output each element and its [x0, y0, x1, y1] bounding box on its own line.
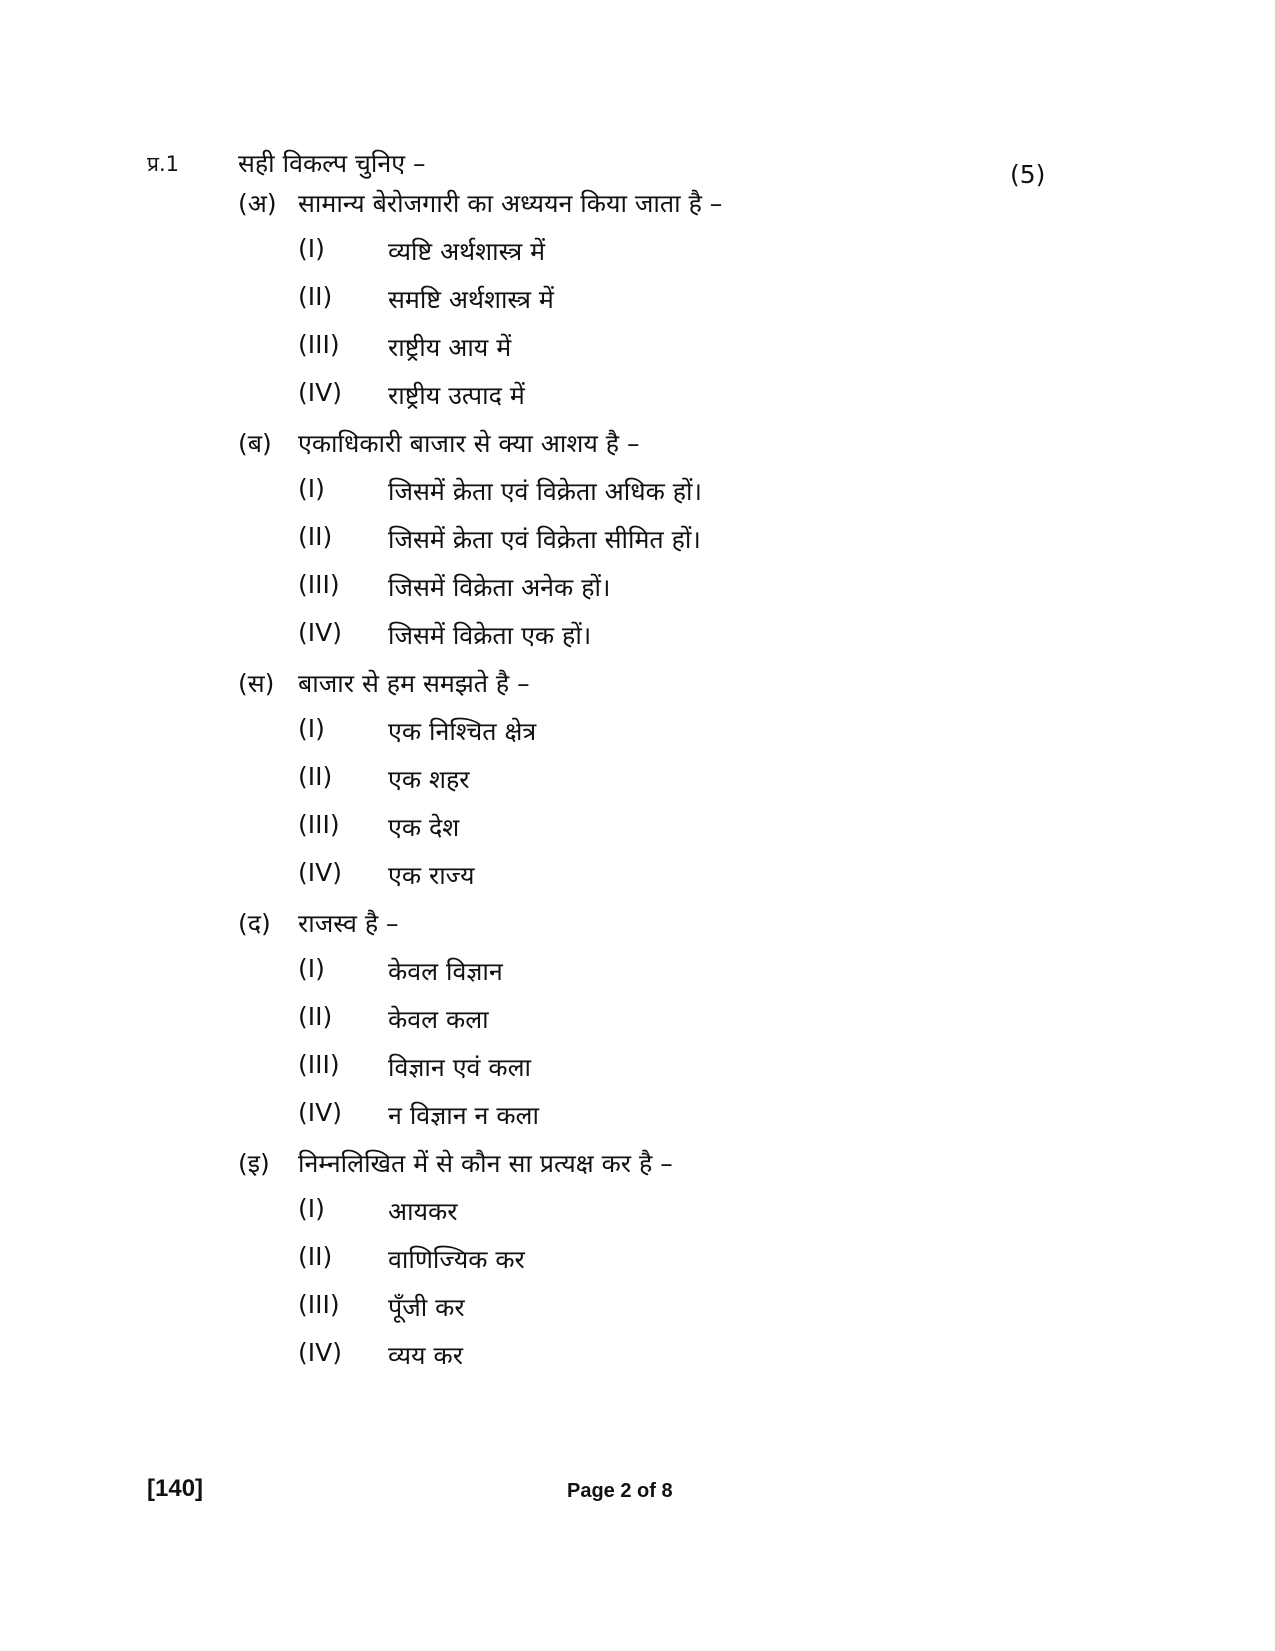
subquestion-label: (अ) — [238, 189, 277, 218]
option-text: राष्ट्रीय उत्पाद में — [388, 381, 525, 410]
page-number: Page 2 of 8 — [567, 1480, 673, 1502]
option-number: (IV) — [298, 858, 342, 887]
option-number: (I) — [298, 474, 325, 503]
option-text: न विज्ञान न कला — [388, 1101, 539, 1130]
option-text: जिसमें क्रेता एवं विक्रेता सीमित हों। — [388, 525, 701, 554]
option-text: व्यष्टि अर्थशास्त्र में — [388, 237, 546, 266]
subquestion-a — [238, 186, 722, 220]
option-text: समष्टि अर्थशास्त्र में — [388, 285, 554, 314]
option-text: विज्ञान एवं कला — [388, 1053, 531, 1082]
option-number: (I) — [298, 1194, 325, 1223]
question-instruction: सही विकल्प चुनिए – — [238, 149, 426, 178]
subquestion-text: सामान्य बेरोजगारी का अध्ययन किया जाता है – — [298, 189, 723, 218]
option-number: (IV) — [298, 1338, 342, 1367]
option-text: केवल कला — [388, 1005, 489, 1034]
option-text: एक शहर — [388, 765, 470, 794]
option-text: जिसमें क्रेता एवं विक्रेता अधिक हों। — [388, 477, 702, 506]
subquestion-text: निम्नलिखित में से कौन सा प्रत्यक्ष कर है – — [298, 1149, 673, 1178]
option-text: एक देश — [388, 813, 460, 842]
option-text: आयकर — [388, 1197, 458, 1226]
subquestion-text: बाजार से हम समझते है – — [298, 669, 530, 698]
option-number: (II) — [298, 522, 333, 551]
subquestion-e — [238, 1146, 673, 1180]
option-number: (III) — [298, 330, 340, 359]
option-number: (III) — [298, 1050, 340, 1079]
option-number: (I) — [298, 714, 325, 743]
option-text: व्यय कर — [388, 1341, 463, 1370]
subquestion-label: (इ) — [238, 1149, 270, 1178]
subquestion-text: राजस्व है – — [298, 909, 399, 938]
option-text: एक निश्चित क्षेत्र — [388, 717, 537, 746]
subquestion-text: एकाधिकारी बाजार से क्या आशय है – — [298, 429, 640, 458]
subquestion-d — [238, 906, 399, 940]
subquestion-c — [238, 666, 530, 700]
option-text: एक राज्य — [388, 861, 475, 890]
option-number: (II) — [298, 282, 333, 311]
marks-label: (5) — [1010, 160, 1046, 189]
option-number: (IV) — [298, 1098, 342, 1127]
option-number: (IV) — [298, 378, 342, 407]
option-text: पूँजी कर — [388, 1293, 465, 1322]
question-number: प्र.1 — [147, 152, 179, 176]
paper-code: [140] — [147, 1475, 204, 1502]
option-number: (III) — [298, 570, 340, 599]
option-number: (II) — [298, 1002, 333, 1031]
option-number: (IV) — [298, 618, 342, 647]
subquestion-label: (द) — [238, 909, 271, 938]
option-text: राष्ट्रीय आय में — [388, 333, 512, 362]
option-text: वाणिज्यिक कर — [388, 1245, 525, 1274]
option-text: जिसमें विक्रेता अनेक हों। — [388, 573, 611, 602]
option-number: (II) — [298, 762, 333, 791]
option-number: (I) — [298, 234, 325, 263]
option-number: (II) — [298, 1242, 333, 1271]
subquestion-label: (ब) — [238, 429, 272, 458]
option-number: (III) — [298, 810, 340, 839]
subquestion-b — [238, 426, 639, 460]
option-text: केवल विज्ञान — [388, 957, 503, 986]
option-number: (III) — [298, 1290, 340, 1319]
option-text: जिसमें विक्रेता एक हों। — [388, 621, 592, 650]
option-number: (I) — [298, 954, 325, 983]
subquestion-label: (स) — [238, 669, 275, 698]
